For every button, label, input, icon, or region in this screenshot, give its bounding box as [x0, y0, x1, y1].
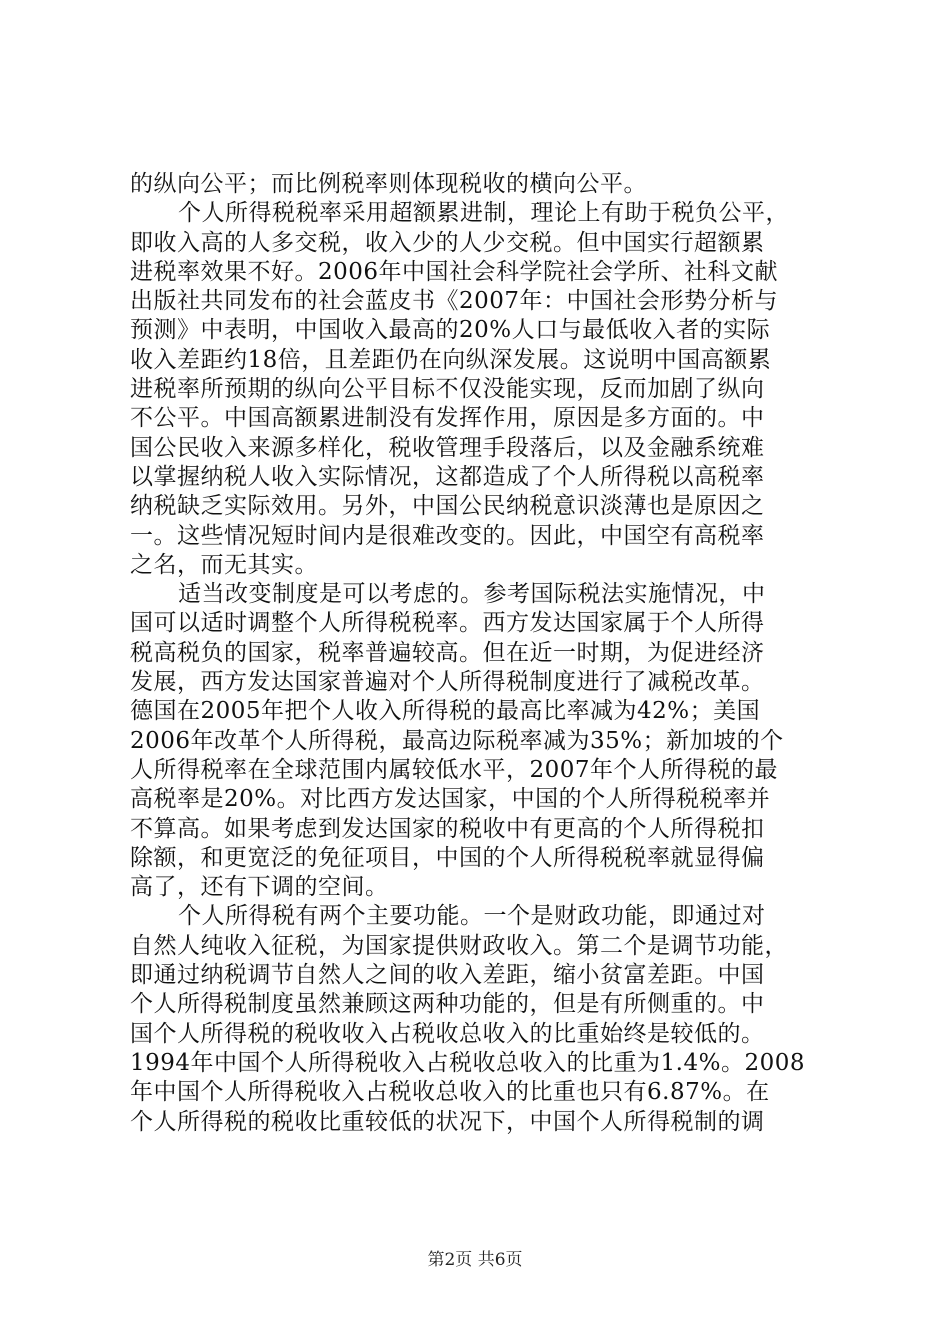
text-line: 德国在2005年把个人收入所得税的最高比率减为42%；美国: [130, 698, 761, 725]
paragraph-start-line: 个人所得税有两个主要功能。一个是财政功能，即通过对: [178, 903, 766, 930]
text-line: 不公平。中国高额累进制没有发挥作用，原因是多方面的。中: [130, 405, 765, 432]
text-line: 之名，而无其实。: [130, 551, 318, 578]
text-line: 纳税缺乏实际效用。另外，中国公民纳税意识淡薄也是原因之: [130, 493, 765, 520]
text-line: 进税率所预期的纵向公平目标不仅没能实现，反而加剧了纵向: [130, 376, 765, 403]
text-line: 发展，西方发达国家普遍对个人所得税制度进行了减税改革。: [130, 669, 765, 696]
text-line: 人所得税率在全球范围内属较低水平，2007年个人所得税的最: [130, 756, 779, 783]
text-line: 国可以适时调整个人所得税税率。西方发达国家属于个人所得: [130, 610, 765, 637]
text-line: 个人所得税制度虽然兼顾这两种功能的，但是有所侧重的。中: [130, 991, 765, 1018]
text-line: 个人所得税的税收比重较低的状况下，中国个人所得税制的调: [130, 1108, 765, 1135]
text-line: 高税率是20%。对比西方发达国家，中国的个人所得税税率并: [130, 786, 771, 813]
text-line: 2006年改革个人所得税，最高边际税率减为35%；新加坡的个: [130, 727, 784, 754]
text-line: 出版社共同发布的社会蓝皮书《2007年：中国社会形势分析与: [130, 288, 779, 315]
document-body: [130, 170, 830, 1137]
text-line: 高了，还有下调的空间。: [130, 874, 389, 901]
paragraph-start-line: 个人所得税税率采用超额累进制，理论上有助于税负公平，: [178, 200, 789, 227]
text-line: 国公民收入来源多样化，税收管理手段落后，以及金融系统难: [130, 434, 765, 461]
text-line: 收入差距约18倍，且差距仍在向纵深发展。这说明中国高额累: [130, 346, 772, 373]
text-line: 1994年中国个人所得税收入占税收总收入的比重为1.4%。2008: [130, 1049, 805, 1076]
paragraph-start-line: 适当改变制度是可以考虑的。参考国际税法实施情况，中: [178, 581, 766, 608]
text-line: 以掌握纳税人收入实际情况，这都造成了个人所得税以高税率: [130, 463, 765, 490]
text-line: 一。这些情况短时间内是很难改变的。因此，中国空有高税率: [130, 522, 765, 549]
text-line: 即收入高的人多交税，收入少的人少交税。但中国实行超额累: [130, 229, 765, 256]
text-line: 税高税负的国家，税率普遍较高。但在近一时期，为促进经济: [130, 639, 765, 666]
text-line: 年中国个人所得税收入占税收总收入的比重也只有6.87%。在: [130, 1079, 770, 1106]
page-number-footer: 第2页 共6页: [427, 1250, 523, 1270]
text-line: 进税率效果不好。2006年中国社会科学院社会学所、社科文献: [130, 258, 779, 285]
text-line: 预测》中表明，中国收入最高的20%人口与最低收入者的实际: [130, 317, 771, 344]
text-line: 自然人纯收入征税，为国家提供财政收入。第二个是调节功能，: [130, 932, 788, 959]
text-line: 不算高。如果考虑到发达国家的税收中有更高的个人所得税扣: [130, 815, 765, 842]
text-line: 的纵向公平；而比例税率则体现税收的横向公平。: [130, 171, 647, 197]
text-line: 即通过纳税调节自然人之间的收入差距，缩小贫富差距。中国: [130, 962, 765, 989]
text-line: 除额，和更宽泛的免征项目，中国的个人所得税税率就显得偏: [130, 844, 765, 871]
text-line: 国个人所得税的税收收入占税收总收入的比重始终是较低的。: [130, 1020, 765, 1047]
